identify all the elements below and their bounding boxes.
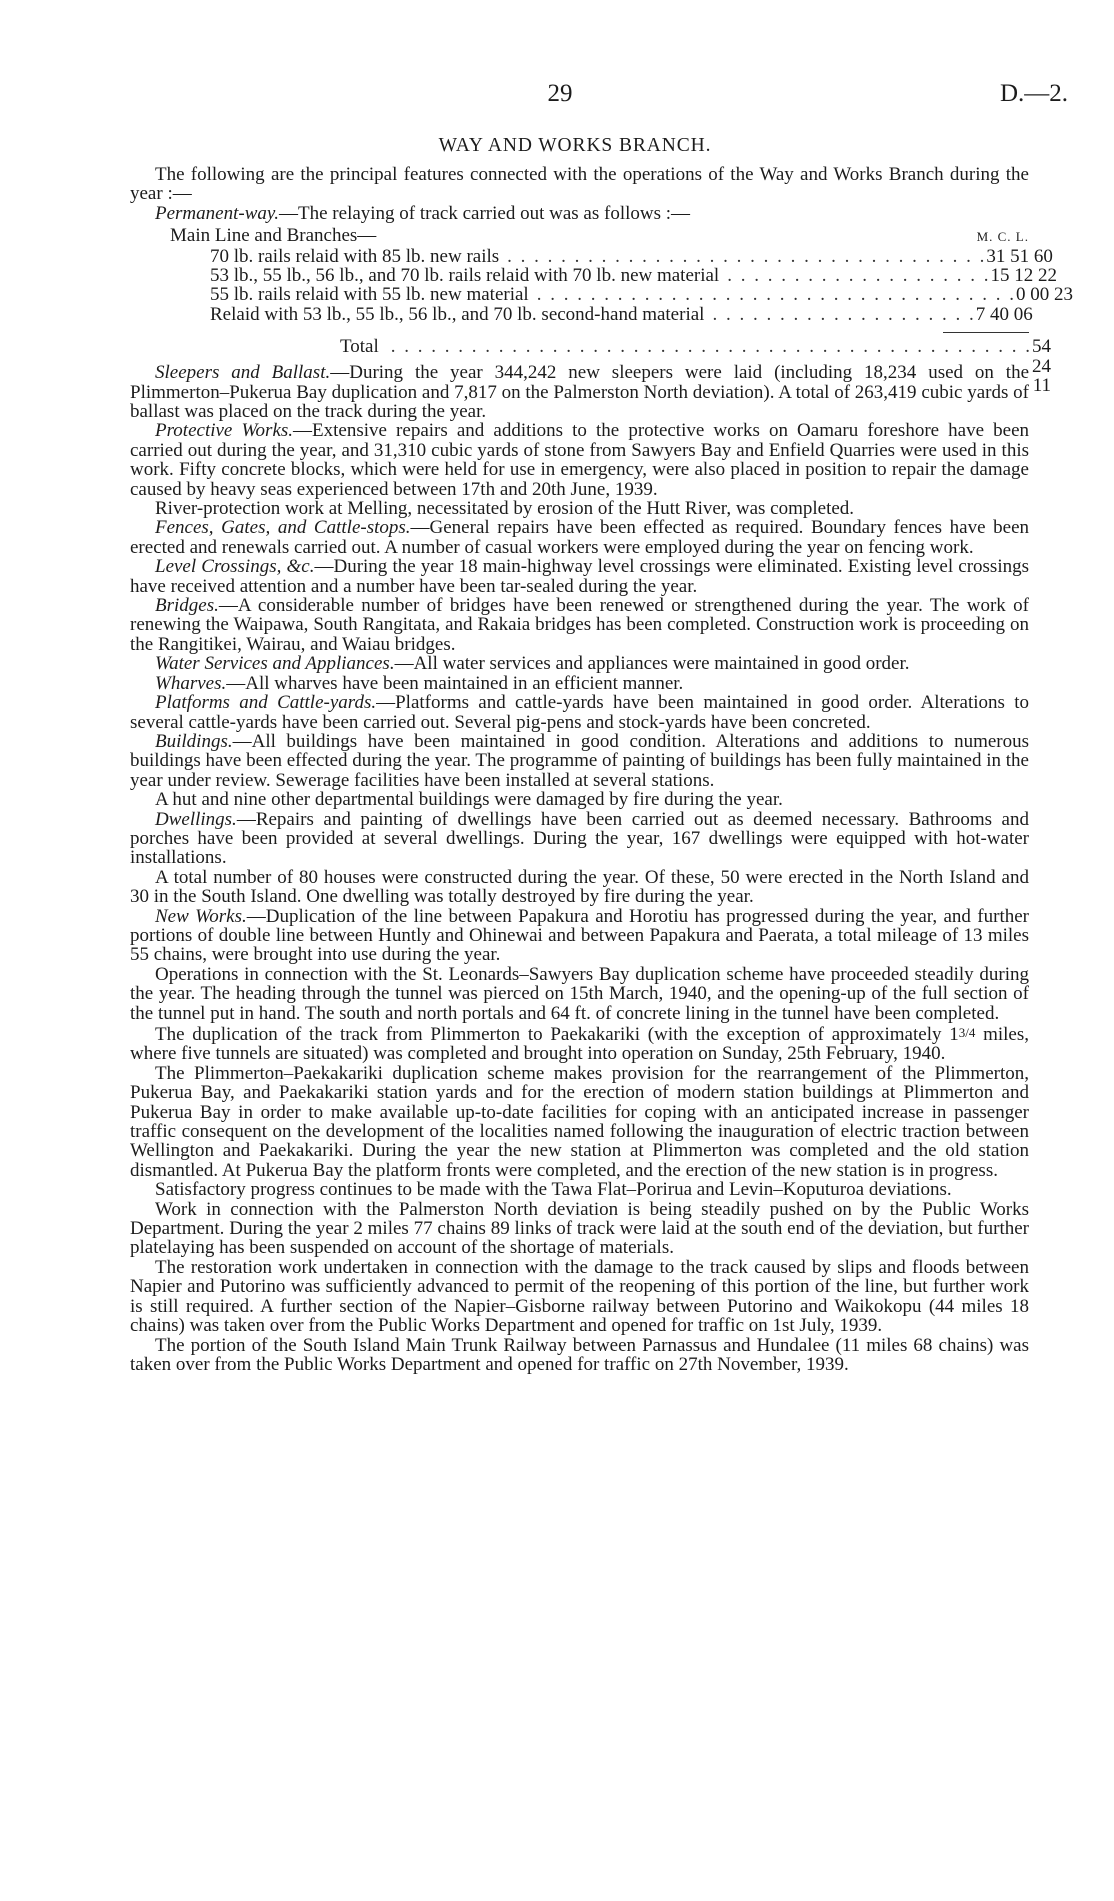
permanent-way-text: —The relaying of track carried out was as follows :— [279, 202, 691, 224]
document-id: D.—2. [1000, 80, 1069, 107]
table-row [130, 245, 1053, 267]
row-value: 15 12 22 [990, 265, 1057, 287]
paragraph-label: Platforms and Cattle-yards. [155, 692, 377, 714]
paragraph-label: Bridges. [155, 595, 219, 617]
table-row [130, 265, 1057, 287]
relaying-column-headers: M. C. L. [976, 229, 1029, 245]
document-body [130, 164, 1073, 1375]
palmerston-north-paragraph: Work in connection with the Palmerston North deviation is being steadily pushed on by the Public Works Department. During the year 2 miles 77 chains 89 links of track were laid at the south end of the deviation, but further platelaying has been suspended on account of the shortage of materials. [130, 1198, 1029, 1259]
row-description: 55 lb. rails relaid with 55 lb. new material [210, 284, 529, 306]
fraction: 3/4 [958, 1025, 976, 1040]
dot-leader: . . . . . . . . . . . . . . . . . . . . [727, 265, 991, 287]
dot-leader: . . . . . . . . . . . . . . . . . . . . [712, 303, 976, 325]
row-description: Relaid with 53 lb., 55 lb., 56 lb., and 70 lb. second-hand material [210, 303, 705, 325]
river-protection-paragraph: River-protection work at Melling, necessitated by erosion of the Hutt River, was completed. [155, 498, 855, 520]
wharves-paragraph [130, 674, 1029, 693]
relaying-table-header [130, 225, 1029, 246]
paragraph-text: —During the year 18 main-highway level crossings were eliminated. Existing level crossings have received attention and a number have been tar-sealed during the year. [130, 556, 1029, 597]
paragraph-text: —All buildings have been maintained in good condition. Alterations and additions to numerous buildings have been effected during the year. The programme of painting of buildings has been fully maintained in the year under review. Sewerage facilities have been installed at several stations. [130, 730, 1029, 791]
permanent-way-label: Permanent-way. [155, 202, 280, 224]
section-heading: WAY AND WORKS BRANCH. [438, 135, 712, 156]
paragraph-label: Water Services and Appliances. [155, 653, 395, 675]
paragraph-text: —Repairs and painting of dwellings have been carried out as deemed necessary. Bathrooms and porches have been provided at several dwellings. During the year, 167 dwellings were equipped with hot-water installations. [130, 808, 1029, 869]
intro-paragraph: The following are the principal features connected with the operations of the Way and Works Branch during the year :— [130, 164, 1029, 205]
paragraph-text: —Extensive repairs and additions to the protective works on Oamaru foreshore have been carried out during the year, and 31,310 cubic yards of stone from Sawyers Bay and Enfield Quarries were used in this work. Fifty concrete blocks, which were held for use in emergency, were also placed in position to repair the damage caused by heavy seas experienced between 17th and 20th June, 1939. [130, 420, 1030, 500]
paragraph-text: The duplication of the track from Plimmerton to Paekakariki (with the exception of approximately 1 [155, 1024, 959, 1045]
paragraph-label: Sleepers and Ballast. [155, 362, 331, 384]
water-services-paragraph [130, 654, 1029, 673]
paragraph-label: Buildings. [155, 730, 233, 752]
paragraph-text: —All water services and appliances were maintained in good order. [394, 653, 910, 675]
relaying-group-label: Main Line and Branches— [170, 225, 377, 247]
paragraph-text: —During the year 344,242 new sleepers were laid (including 18,234 used on the Plimmerton–Pukerua Bay duplication and 7,817 on the Palmerston North deviation). A total of 263,419 cubic yards of ballast was placed on the track during the year. [130, 362, 1030, 422]
plimmerton-duplication-paragraph [130, 1023, 1029, 1064]
table-row [130, 303, 1033, 325]
paragraph-label: Level Crossings, &c. [155, 556, 315, 578]
permanent-way-paragraph [130, 204, 1029, 223]
row-value: 7 40 06 [975, 303, 1033, 325]
total-rule [943, 332, 1029, 333]
paragraph-label: Wharves. [155, 672, 227, 694]
paragraph-label: Protective Works. [155, 420, 294, 442]
plimmerton-scheme-paragraph: The Plimmerton–Paekakariki duplication scheme makes provision for the rearrangement of the Plimmerton, Pukerua Bay, and Paekakariki station yards and for the erection of modern station buildings at Plimmerton and Pukerua Bay in order to make available up-to-date facilities for coping with an anticipated increase in passenger traffic consequent on the development of the localities named following the inauguration of electric traction between Wellington and Paekakariki. During the year the new station at Plimmerton was completed and the old station dismantled. At Pukerua Bay the platform fronts were completed, and the erection of the new station is in progress. [130, 1062, 1029, 1181]
row-description: 70 lb. rails relaid with 85 lb. new rails [210, 245, 500, 267]
row-value: 31 51 60 [986, 245, 1053, 267]
deviations-paragraph: Satisfactory progress continues to be made with the Tawa Flat–Porirua and Levin–Koputuroa deviations. [155, 1179, 952, 1201]
paragraph-text: miles, where five tunnels are situated) was completed and brought into operation on Sunday, 25th February, 1940. [130, 1024, 1029, 1065]
total-value: 54 24 11 [1032, 336, 1052, 396]
total-label: Total [340, 336, 379, 358]
dot-leader: . . . . . . . . . . . . . . . . . . . . . . . . . . . . . . . . . . . . . . . . . . . . . . . . [390, 336, 1033, 358]
buildings-paragraph [130, 732, 1029, 790]
dot-leader: . . . . . . . . . . . . . . . . . . . . . . . . . . . . . . . . . . . . [536, 284, 1016, 306]
paragraph-label: New Works. [155, 905, 247, 927]
fire-damage-paragraph: A hut and nine other departmental buildings were damaged by fire during the year. [155, 789, 783, 811]
row-value: 0 00 23 [1015, 284, 1073, 306]
fences-paragraph [130, 518, 1029, 557]
houses-paragraph: A total number of 80 houses were constructed during the year. Of these, 50 were erected in the North Island and 30 in the South Island. One dwelling was totally destroyed by fire during the year. [130, 866, 1029, 908]
paragraph-text: —Duplication of the line between Papakura and Horotiu has progressed during the year, and further portions of double line between Huntly and Ohinewai and between Papakura and Paerata, a total mileage of 13 miles 55 chains, were brought into use during the year. [130, 905, 1029, 966]
bridges-paragraph [130, 596, 1029, 654]
table-row [130, 284, 1073, 306]
level-crossings-paragraph [130, 557, 1029, 596]
page-number: 29 [547, 80, 573, 107]
dot-leader: . . . . . . . . . . . . . . . . . . . . . . . . . . . . . . . . . . . . [507, 245, 987, 267]
protective-works-paragraph [130, 421, 1029, 499]
paragraph-text: —All wharves have been maintained in an efficient manner. [226, 672, 684, 694]
dwellings-paragraph [130, 810, 1029, 868]
sleepers-ballast-paragraph [130, 363, 1029, 421]
south-island-paragraph: The portion of the South Island Main Trunk Railway between Parnassus and Hundalee (11 miles 68 chains) was taken over from the Public Works Department and opened for traffic on 27th November, 1939. [130, 1334, 1029, 1375]
paragraph-text: —A considerable number of bridges have been renewed or strengthened during the year. The work of renewing the Waipawa, South Rangitata, and Rakaia bridges has been completed. Construction work is proceeding on the Rangitikei, Wairau, and Waiau bridges. [130, 595, 1029, 655]
new-works-paragraph [130, 907, 1029, 965]
paragraph-label: Dwellings. [155, 808, 237, 830]
paragraph-text: —Platforms and cattle-yards have been maintained in good order. Alterations to several cattle-yards have been carried out. Several pig-pens and stock-yards have been concreted. [130, 692, 1029, 733]
platforms-paragraph [130, 693, 1029, 732]
st-leonards-paragraph: Operations in connection with the St. Leonards–Sawyers Bay duplication scheme have proceeded steadily during the year. The heading through the tunnel was pierced on 15th March, 1940, and the opening-up of the full section of the tunnel put in hand. The south and north portals and 64 ft. of concrete lining in the tunnel have been completed. [130, 963, 1029, 1024]
row-description: 53 lb., 55 lb., 56 lb., and 70 lb. rails relaid with 70 lb. new material [210, 265, 720, 287]
paragraph-text: —General repairs have been effected as required. Boundary fences have been erected and renewals carried out. A number of casual workers were employed during the year on fencing work. [130, 517, 1030, 558]
restoration-paragraph: The restoration work undertaken in connection with the damage to the track caused by slips and floods between Napier and Putorino was sufficiently advanced to permit of the reopening of this portion of the line, but further work is still required. A further section of the Napier–Gisborne railway between Putorino and Waikokopu (44 miles 18 chains) was taken over from the Public Works Department and opened for traffic on 1st July, 1939. [130, 1256, 1029, 1337]
paragraph-label: Fences, Gates, and Cattle-stops. [155, 517, 411, 539]
